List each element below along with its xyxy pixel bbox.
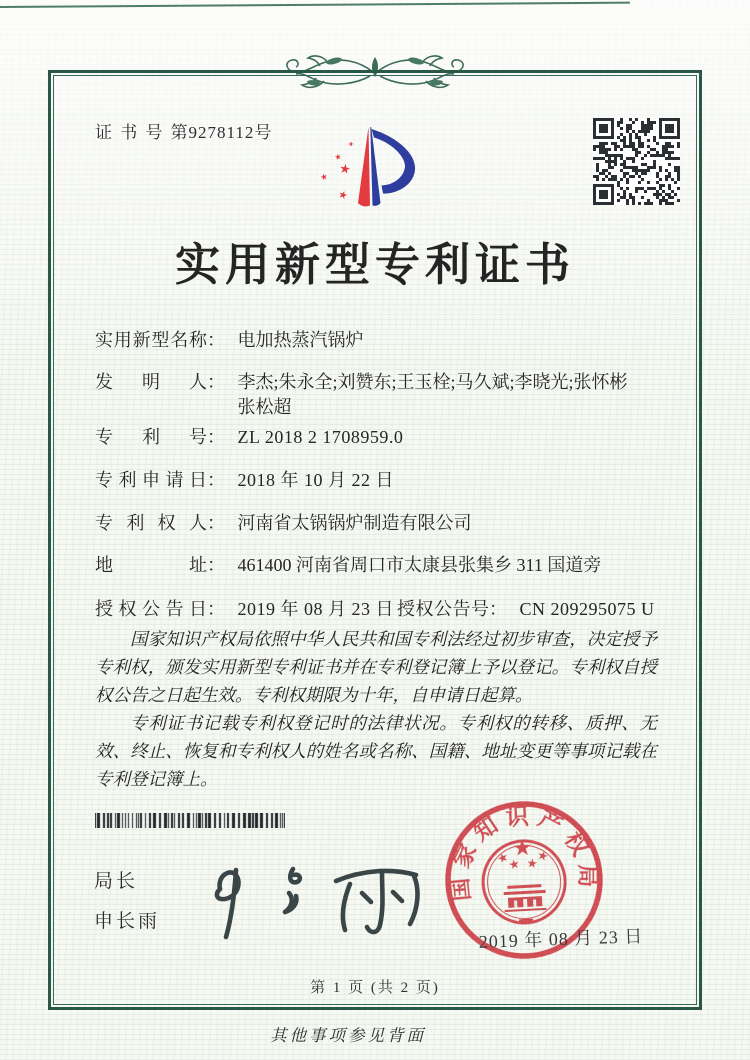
- field-value: CN 209295075 U: [519, 599, 655, 619]
- cnipa-logo: [300, 115, 440, 225]
- field-row-patentee: [95, 511, 661, 536]
- barcode: [95, 813, 285, 828]
- field-row-address: [95, 553, 661, 578]
- field-label: 授权公告日: [95, 599, 207, 619]
- inventors-line2: 张松超: [237, 397, 292, 417]
- field-value: 2019 年 08 月 23 日: [237, 599, 394, 619]
- field-value: 2018 年 10 月 22 日: [237, 470, 394, 490]
- field-row-name: [95, 328, 661, 353]
- label-colon: ：: [207, 555, 225, 575]
- label-colon: ：: [489, 599, 507, 619]
- back-side-note: 其他事项参见背面: [270, 1026, 426, 1045]
- field-row-filing-date: [95, 468, 661, 493]
- field-label: 专利申请日: [95, 470, 207, 490]
- label-colon: ：: [207, 427, 225, 447]
- legal-paragraph-2: 专利证书记载专利权登记时的法律状况。专利权的转移、质押、无效、终止、恢复和专利权人的姓名或名称、国籍、地址变更等事项记载在专利登记簿上。: [95, 713, 657, 789]
- inventors-line1: 李杰;朱永全;刘赞东;王玉栓;马久斌;李晓光;张怀彬: [237, 372, 628, 392]
- signer-name: 申长雨: [94, 911, 161, 932]
- field-value: ZL 2018 2 1708959.0: [237, 427, 404, 447]
- signer-title: 局长: [94, 871, 139, 892]
- label-colon: ：: [207, 330, 225, 350]
- seal-ring-text: 国家知识产权局: [446, 803, 601, 903]
- legal-text: [95, 625, 657, 793]
- signer-block: [94, 866, 160, 933]
- certificate-title: 实用新型专利证书: [174, 240, 575, 290]
- field-row-inventors: [95, 370, 661, 420]
- label-colon: ：: [207, 599, 225, 619]
- field-value: [238, 370, 628, 420]
- certificate-number-value: 第9278112号: [170, 123, 273, 142]
- certificate-number-prefix: 证 书 号: [95, 123, 165, 142]
- field-label: 实用新型名称: [95, 330, 207, 350]
- page-number: 第 1 页 (共 2 页): [310, 980, 440, 996]
- logo-red-cone: [358, 127, 370, 206]
- qr-code: [593, 118, 680, 205]
- scan-top-edge-line: [0, 2, 630, 8]
- field-label: 专利权人: [95, 513, 207, 533]
- certificate-border-frame: [48, 70, 702, 1010]
- label-colon: ：: [207, 470, 225, 490]
- field-label: 授权公告号: [397, 599, 489, 619]
- field-label: 发明人: [95, 372, 207, 392]
- field-row-grant: [95, 597, 661, 622]
- logo-stars: [320, 141, 354, 200]
- seal-date: 2019 年 08 月 23 日: [478, 926, 644, 952]
- field-grant-no: [397, 597, 655, 622]
- certificate-number: [95, 118, 272, 143]
- director-signature: [190, 845, 440, 945]
- field-value: 河南省太锅锅炉制造有限公司: [237, 513, 472, 533]
- field-row-patent-no: [95, 425, 661, 450]
- field-value: 电加热蒸汽锅炉: [237, 330, 364, 350]
- label-colon: ：: [207, 513, 225, 533]
- legal-paragraph-1: 国家知识产权局依照中华人民共和国专利法经过初步审查，决定授予专利权，颁发实用新型专利证书并在专利登记簿上予以登记。专利权自授权公告之日起生效。专利权期限为十年，自申请日起算。: [95, 629, 657, 705]
- seal-national-emblem: [481, 837, 567, 926]
- field-value: 461400 河南省周口市太康县张集乡 311 国道旁: [237, 555, 602, 575]
- field-label: 地址: [95, 555, 207, 575]
- label-colon: ：: [207, 372, 225, 392]
- field-label: 专利号: [95, 427, 207, 447]
